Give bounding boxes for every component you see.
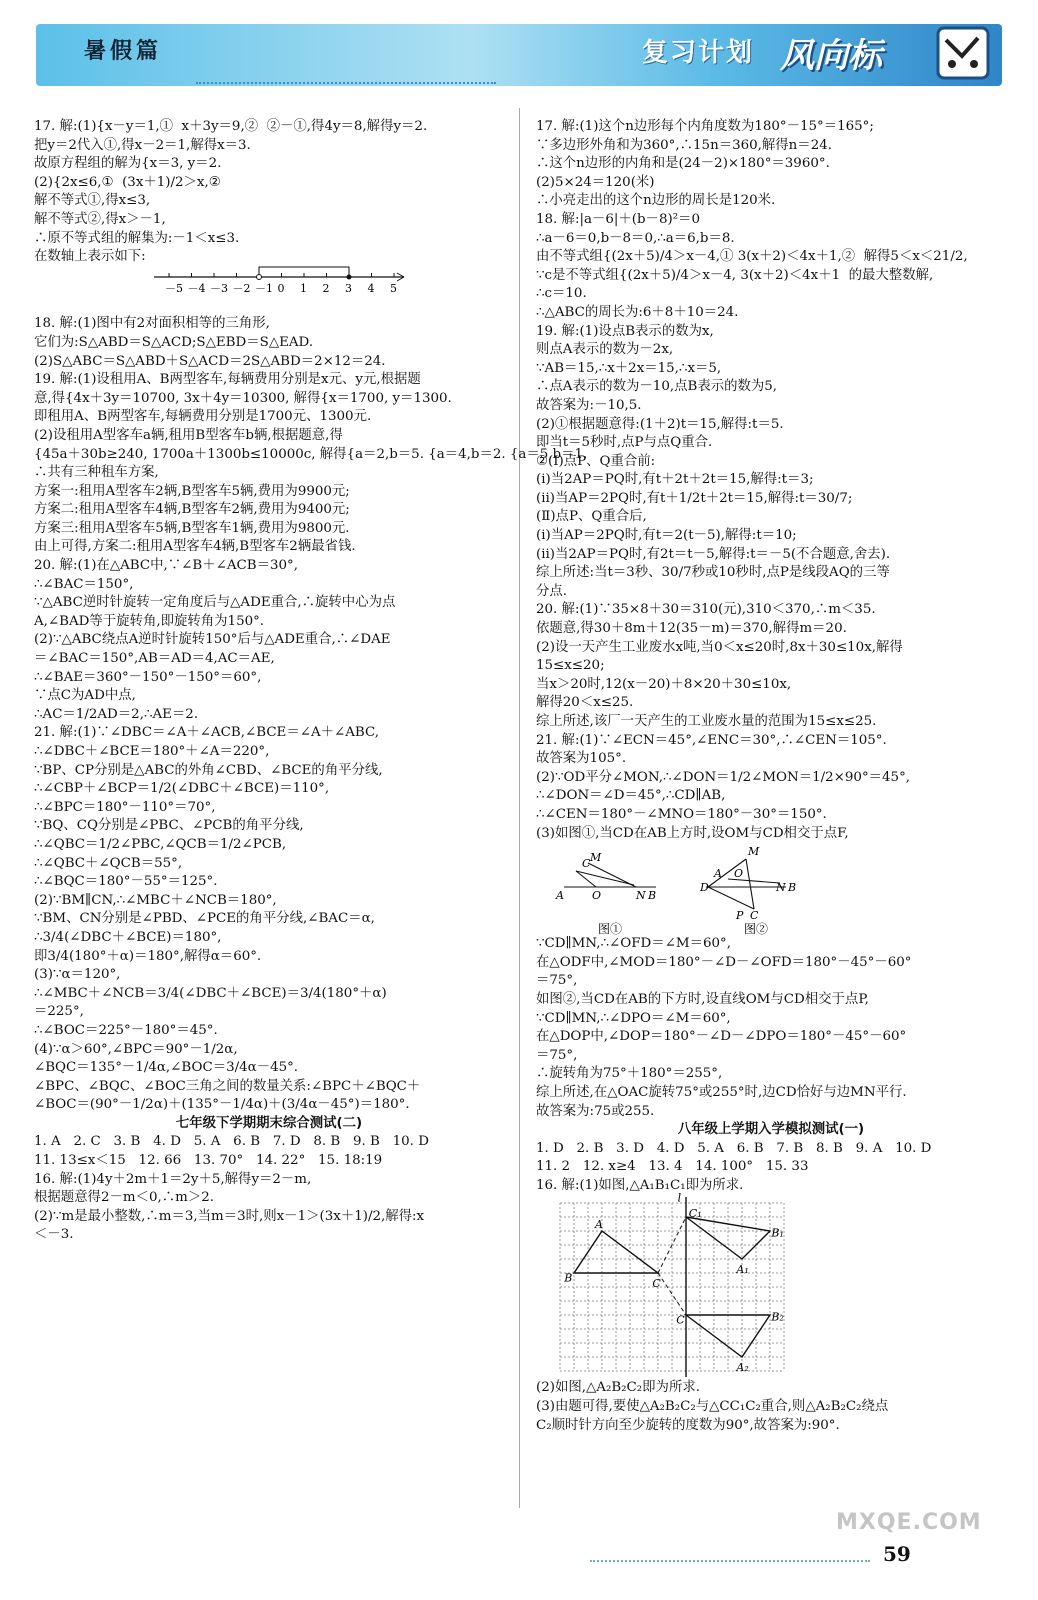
grid-point-label: A₁ — [736, 1263, 749, 1277]
answer-line: ∴∠BQC＝180°－55°＝125°. — [34, 874, 218, 890]
footer-dotted-rule — [590, 1556, 870, 1562]
answer-line: 20. 解:(1)∵35×8＋30＝310(元),310＜370,∴m＜35. — [536, 602, 876, 618]
answer-line: ∴这个n边形的内角和是(24－2)×180°＝3960°. — [536, 156, 830, 172]
grid-point-label: B₂ — [771, 1311, 784, 1325]
answer-line: 16. 解:(1)如图,△A₁B₁C₁即为所求. — [536, 1177, 744, 1193]
grid-point-label: B₁ — [771, 1227, 784, 1241]
figure-point-label: B — [788, 881, 797, 895]
answer-line: ∴∠BAE＝360°－150°－150°＝60°, — [34, 669, 262, 685]
answer-line: ∵BM、CN分别是∠PBD、∠PCE的角平分线,∠BAC＝α, — [34, 911, 375, 927]
answer-line: (3)∵α＝120°, — [34, 967, 121, 983]
number-line-tick-label: －4 — [187, 281, 206, 295]
number-line-tick-label: 0 — [277, 281, 285, 295]
answer-line: (3)如图①,当CD在AB上方时,设OM与CD相交于点F, — [536, 825, 849, 841]
answer-line: 综上所述,在△OAC旋转75°或255°时,边CD恰好与边MN平行. — [536, 1084, 907, 1100]
answer-line: 18. 解:|a－6|＋(b－8)²＝0 — [536, 211, 700, 227]
answer-line: (ⅱ)当AP＝2PQ时,有t＋1/2t＋2t＝15,解得:t＝30/7; — [536, 490, 853, 506]
number-line — [34, 267, 454, 297]
watermark-text: MXQE.COM — [836, 1510, 982, 1535]
answer-line: ∴△ABC的周长为:6＋8＋10＝24. — [536, 304, 739, 320]
puzzle-logo-icon — [932, 20, 994, 82]
answer-line: ∵BP、CP分别是△ABC的外角∠CBD、∠BCE的角平分线, — [34, 762, 383, 778]
grid-point-label: A — [595, 1218, 603, 1232]
answer-line: ②(Ⅰ)点P、Q重合前: — [536, 453, 656, 469]
answer-line: ∴共有三种租车方案, — [34, 465, 159, 481]
answer-line: (ⅰ)当AP＝2PQ时,有t＝2(t－5),解得:t＝10; — [536, 528, 797, 544]
grid-point-label: B — [564, 1271, 573, 1285]
figure-caption: 图② — [744, 922, 769, 937]
answer-line — [34, 297, 504, 316]
answer-line: ∴∠DBC＋∠BCE＝180°＋∠A＝220°, — [34, 744, 270, 759]
answer-line: ∴a－6＝0,b－8＝0,∴a＝6,b＝8. — [536, 230, 735, 246]
closed-endpoint — [347, 274, 352, 279]
section-title: 七年级下学期期末综合测试(二) — [175, 1115, 363, 1131]
answer-line: (2)∵m是最小整数,∴m＝3,当m＝3时,则x－1＞(3x＋1)/2,解得:x — [34, 1208, 425, 1224]
answer-line: ∵AB＝15,∴x＋2x＝15,∴x＝5, — [536, 360, 722, 376]
answer-line: (2)设一天产生工业废水x吨,当0＜x≤20时,8x＋30≤10x,解得 — [536, 639, 903, 655]
figure-point-label: O — [592, 889, 602, 903]
answer-line: 如图②,当CD在AB的下方时,设直线OM与CD相交于点P, — [536, 991, 869, 1007]
answer-line: 15≤x≤20; — [536, 658, 605, 674]
answer-line: (4)∵α＞60°,∠BPC＝90°－1/2α, — [34, 1041, 238, 1057]
answer-line: 19. 解:(1)设租用A、B两型客车,每辆费用分别是x元、y元,根据题 — [34, 372, 421, 388]
answer-line: 它们为:S△ABD＝S△ACD;S△EBD＝S△EAD. — [34, 334, 314, 350]
answer-line: 当x＞20时,12(x－20)＋8×20＋30≤10x, — [536, 676, 792, 692]
answer-line: 19. 解:(1)设点B表示的数为x, — [536, 323, 714, 339]
answer-line: 则点A表示的数为－2x, — [536, 342, 674, 358]
answer-line: ∵CD∥MN,∴∠OFD＝∠M＝60°, — [536, 936, 731, 952]
answer-line: ＝∠BAC＝150°,AB＝AD＝4,AC＝AE, — [34, 651, 275, 667]
answer-line: 即3/4(180°＋α)＝180°,解得α＝60°. — [34, 948, 262, 964]
answer-line: (2)5×24＝120(米) — [536, 174, 655, 190]
answer-line: ∴小亮走出的这个n边形的周长是120米. — [536, 193, 776, 209]
answer-line: ∴点A表示的数为－10,点B表示的数为5, — [536, 379, 778, 395]
answer-line: 20. 解:(1)在△ABC中,∵∠B＋∠ACB＝30°, — [34, 558, 298, 574]
number-line-tick-label: －3 — [210, 281, 228, 295]
fig2-triangle-side — [746, 859, 754, 909]
right-column — [536, 118, 1006, 1435]
answer-line: ∴∠BPC＝180°－110°＝70°, — [34, 799, 216, 815]
figure-point-label: C — [582, 857, 591, 871]
answer-line: ＜－3. — [34, 1227, 74, 1243]
fig1-triangle-side — [588, 863, 636, 887]
plan-title: 复习计划 — [642, 38, 755, 68]
answer-line: 故答案为:75或255. — [536, 1103, 655, 1119]
section-label: 暑假篇 — [84, 39, 163, 64]
answer-line: ∴3/4(∠DBC＋∠BCE)＝180°, — [34, 929, 222, 945]
figure-point-label: C — [750, 909, 759, 923]
number-line-tick-label: －1 — [255, 281, 273, 295]
rotation-figures — [536, 843, 856, 935]
answer-line: ∴∠QBC＋∠QCB＝55°, — [34, 855, 183, 871]
figure-point-label: A — [556, 889, 564, 903]
answer-line: ∠BQC＝135°－1/4α,∠BOC＝3/4α－45°. — [34, 1060, 299, 1076]
answer-line: 方案一:租用A型客车2辆,B型客车5辆,费用为9900元; — [34, 483, 350, 499]
answer-line: A,∠BAD等于旋转角,即旋转角为150°. — [34, 613, 265, 629]
answer-line: 18. 解:(1)图中有2对面积相等的三角形, — [34, 316, 270, 332]
answer-line: 16. 解:(1)4y＋2m＋1＝2y＋5,解得y＝2－m, — [34, 1171, 312, 1187]
answer-line: 综上所述,该厂一天产生的工业废水量的范围为15≤x≤25. — [536, 714, 877, 729]
answer-line: ∵BQ、CQ分别是∠PBC、∠PCB的角平分线, — [34, 818, 304, 834]
answer-line: 故答案为:－10,5. — [536, 397, 642, 413]
answer-line: 分点. — [536, 583, 568, 599]
answer-line: ＝75°, — [536, 1047, 578, 1063]
section-title: 八年级上学期入学模拟测试(一) — [677, 1122, 865, 1138]
header-dotted-rule — [196, 72, 496, 84]
answer-line: 17. 解:(1)这个n边形每个内角度数为180°－15°＝165°; — [536, 119, 874, 134]
answer-line: 21. 解:(1)∵∠DBC＝∠A＋∠ACB,∠BCE＝∠A＋∠ABC, — [34, 725, 380, 741]
answer-line: ∴∠CBP＋∠BCP＝1/2(∠DBC＋∠BCE)＝110°, — [34, 781, 330, 797]
answer-line: 由不等式组{(2x＋5)/4＞x－4,① 3(x＋2)＜4x＋1,② 解得5＜x＜21/2, — [536, 249, 968, 265]
answer-line: ∠BOC＝(90°－1/2α)＋(135°－1/4α)＋(3/4α－45°)＝180°. — [34, 1097, 410, 1113]
answer-line: ＝75°, — [536, 973, 578, 989]
figure-point-label: M — [590, 851, 602, 865]
answer-line: ∴∠QBC＝1/2∠PBC,∠QCB＝1/2∠PCB, — [34, 836, 287, 852]
answer-line: 依题意,得30＋8m＋12(35－m)＝370,解得m＝20. — [536, 621, 847, 637]
answer-line: (2)S△ABC＝S△ABD＋S△ACD＝2S△ABD＝2×12＝24. — [34, 353, 386, 369]
answer-line: 综上所述:当t＝3秒、30/7秒或10秒时,点P是线段AQ的三等 — [536, 565, 890, 581]
open-endpoint — [257, 274, 262, 279]
figure-point-label: P — [736, 909, 744, 923]
answer-line: (3)由题可得,要使△A₂B₂C₂与△CC₁C₂重合,则△A₂B₂C₂绕点 — [536, 1399, 889, 1415]
answer-line: 在数轴上表示如下: — [34, 249, 146, 265]
number-line-tick-label: －5 — [165, 281, 183, 295]
answer-line: 即租用A、B两型客车,每辆费用分别是1700元、1300元. — [34, 409, 372, 425]
answer-line: ∴AC＝1/2AD＝2,∴AE＝2. — [34, 706, 199, 722]
answer-line: ∴原不等式组的解集为:－1＜x≤3. — [34, 230, 240, 246]
figure-point-label: O — [734, 867, 744, 881]
number-line-tick-label: －2 — [232, 281, 251, 295]
figure-point-label: N — [636, 889, 646, 903]
answer-line: 11. 2 12. x≥4 13. 4 14. 100° 15. 33 — [536, 1159, 809, 1175]
answer-line: ∴∠DON＝∠D＝45°,∴CD∥AB, — [536, 788, 726, 804]
figure-caption: 图① — [598, 922, 623, 937]
answer-line: 由上可得,方案二:租用A型客车4辆,B型客车2辆最省钱. — [34, 539, 356, 555]
answer-line: 方案三:租用A型客车5辆,B型客车1辆,费用为9800元. — [34, 520, 350, 536]
answer-line: 故答案为105°. — [536, 751, 627, 767]
answer-line: ∴c＝10. — [536, 286, 587, 302]
page-number: 59 — [883, 1542, 911, 1566]
answer-line: 11. 13≤x＜15 12. 66 13. 70° 14. 22° 15. 18:19 — [34, 1153, 383, 1169]
answer-line: ∵c是不等式组{(2x＋5)/4＞x－4, 3(x＋2)＜4x＋1 的最大整数解, — [536, 267, 934, 283]
page-header — [36, 24, 1002, 86]
answer-line: 解不等式①,得x≤3, — [34, 193, 151, 209]
answer-line: ∵CD∥MN,∴∠DPO＝∠M＝60°, — [536, 1010, 731, 1026]
answer-line: (Ⅱ)点P、Q重合后, — [536, 509, 647, 525]
number-line-tick-label: 5 — [390, 281, 397, 295]
column-divider — [519, 108, 520, 1508]
answer-line: (2)∵BM∥CN,∴∠MBC＋∠NCB＝180°, — [34, 892, 277, 908]
answer-line: ∴∠MBC＋∠NCB＝3/4(∠DBC＋∠BCE)＝3/4(180°＋α) — [34, 985, 387, 1001]
answer-line: ∵点C为AD中点, — [34, 688, 136, 704]
answer-line: 方案二:租用A型客车4辆,B型客车2辆,费用为9400元; — [34, 502, 350, 518]
answer-line: {45a＋30b≥240, 1700a＋1300b≤10000c, 解得{a＝2,b＝5. {a＝4,b＝2. {a＝5,b＝1. — [34, 446, 588, 462]
answer-line: 意,得{4x＋3y＝10700, 3x＋4y＝10300, 解得{x＝1700, y＝1300. — [34, 390, 452, 406]
number-line-tick-label: 2 — [322, 281, 330, 295]
answer-line: 把y＝2代入①,得x－2＝1,解得x＝3. — [34, 137, 251, 153]
answer-line: 故原方程组的解为{x＝3, y＝2. — [34, 156, 222, 172]
answer-line: ∵△ABC逆时针旋转一定角度后与△ADE重合,∴旋转中心为点 — [34, 595, 396, 611]
answer-line: ∴∠BAC＝150°, — [34, 576, 134, 592]
answer-line: ∴旋转角为75°＋180°＝255°, — [536, 1066, 723, 1082]
answer-line: (ⅱ)当2AP＝PQ时,有2t＝t－5,解得:t＝－5(不合题意,舍去). — [536, 546, 891, 562]
answer-line: 21. 解:(1)∵∠ECN＝45°,∠ENC＝30°,∴∠CEN＝105°. — [536, 732, 887, 748]
answer-line: 根据题意得2－m＜0,∴m＞2. — [34, 1190, 214, 1206]
answer-line: (2)设租用A型客车a辆,租用B型客车b辆,根据题意,得 — [34, 427, 343, 443]
number-line-tick-label: 3 — [345, 281, 352, 295]
answer-line: 1. A 2. C 3. B 4. D 5. A 6. B 7. D 8. B 9. B 10. D — [34, 1134, 429, 1150]
answer-line: (2)如图,△A₂B₂C₂即为所求. — [536, 1380, 700, 1396]
fig2-triangle-side — [708, 887, 754, 909]
answer-line: 17. 解:(1){x－y＝1,① x＋3y＝9,② ②－①,得4y＝8,解得y＝2. — [34, 119, 428, 134]
number-line-tick-label: 1 — [300, 281, 307, 295]
answer-line: ∴∠CEN＝180°－∠MNO＝180°－30°＝150°. — [536, 806, 827, 822]
answer-line: 即当t＝5秒时,点P与点Q重合. — [536, 435, 713, 451]
answer-line: ∴∠BOC＝225°－180°＝45°. — [34, 1022, 218, 1038]
figure-point-label: B — [648, 889, 657, 903]
figure-point-label: D — [700, 881, 709, 895]
figure-point-label: M — [748, 845, 760, 859]
answer-line: (2)∵OD平分∠MON,∴∠DON＝1/2∠MON＝1/2×90°＝45°, — [536, 769, 911, 785]
brand-logo-text: 风向标 — [780, 36, 882, 76]
grid-point-label: C₁ — [688, 1207, 702, 1221]
grid-point-label: l — [677, 1192, 682, 1206]
answer-line: (2)∵△ABC绕点A逆时针旋转150°后与△ADE重合,∴∠DAE — [34, 632, 391, 648]
figure-point-label: N — [776, 881, 786, 895]
answer-line: (ⅰ)当2AP＝PQ时,有t＋2t＋2t＝15,解得:t＝3; — [536, 472, 814, 488]
grid-transformation-figure — [536, 1192, 784, 1379]
answer-line: 在△DOP中,∠DOP＝180°－∠D－∠DPO＝180°－45°－60° — [536, 1029, 907, 1045]
grid-point-label: C — [652, 1277, 661, 1291]
grid-point-label: C — [676, 1313, 685, 1327]
answer-line: ∠BPC、∠BQC、∠BOC三角之间的数量关系:∠BPC＋∠BQC＋ — [34, 1078, 421, 1094]
answer-line: 解得20＜x≤25. — [536, 695, 634, 711]
answer-line: 解不等式②,得x＞－1, — [34, 211, 166, 227]
number-line-tick-label: 4 — [367, 281, 375, 295]
figure-point-label: A — [714, 867, 722, 881]
answer-line: ＝225°, — [34, 1004, 84, 1020]
answer-line: (2)①根据题意得:(1＋2)t＝15,解得:t＝5. — [536, 416, 784, 432]
answer-line: C₂顺时针方向至少旋转的度数为90°,故答案为:90°. — [536, 1417, 840, 1433]
answer-line: 在△ODF中,∠MOD＝180°－∠D－∠OFD＝180°－45°－60° — [536, 954, 912, 970]
answer-line: 1. D 2. B 3. D 4. D 5. A 6. B 7. B 8. B 9. A 10. D — [536, 1140, 932, 1156]
answer-line: ∵多边形外角和为360°,∴15n＝360,解得n＝24. — [536, 137, 832, 153]
answer-line: (2){2x≤6,① (3x＋1)/2＞x,② — [34, 174, 221, 190]
grid-point-label: A₂ — [736, 1361, 749, 1375]
